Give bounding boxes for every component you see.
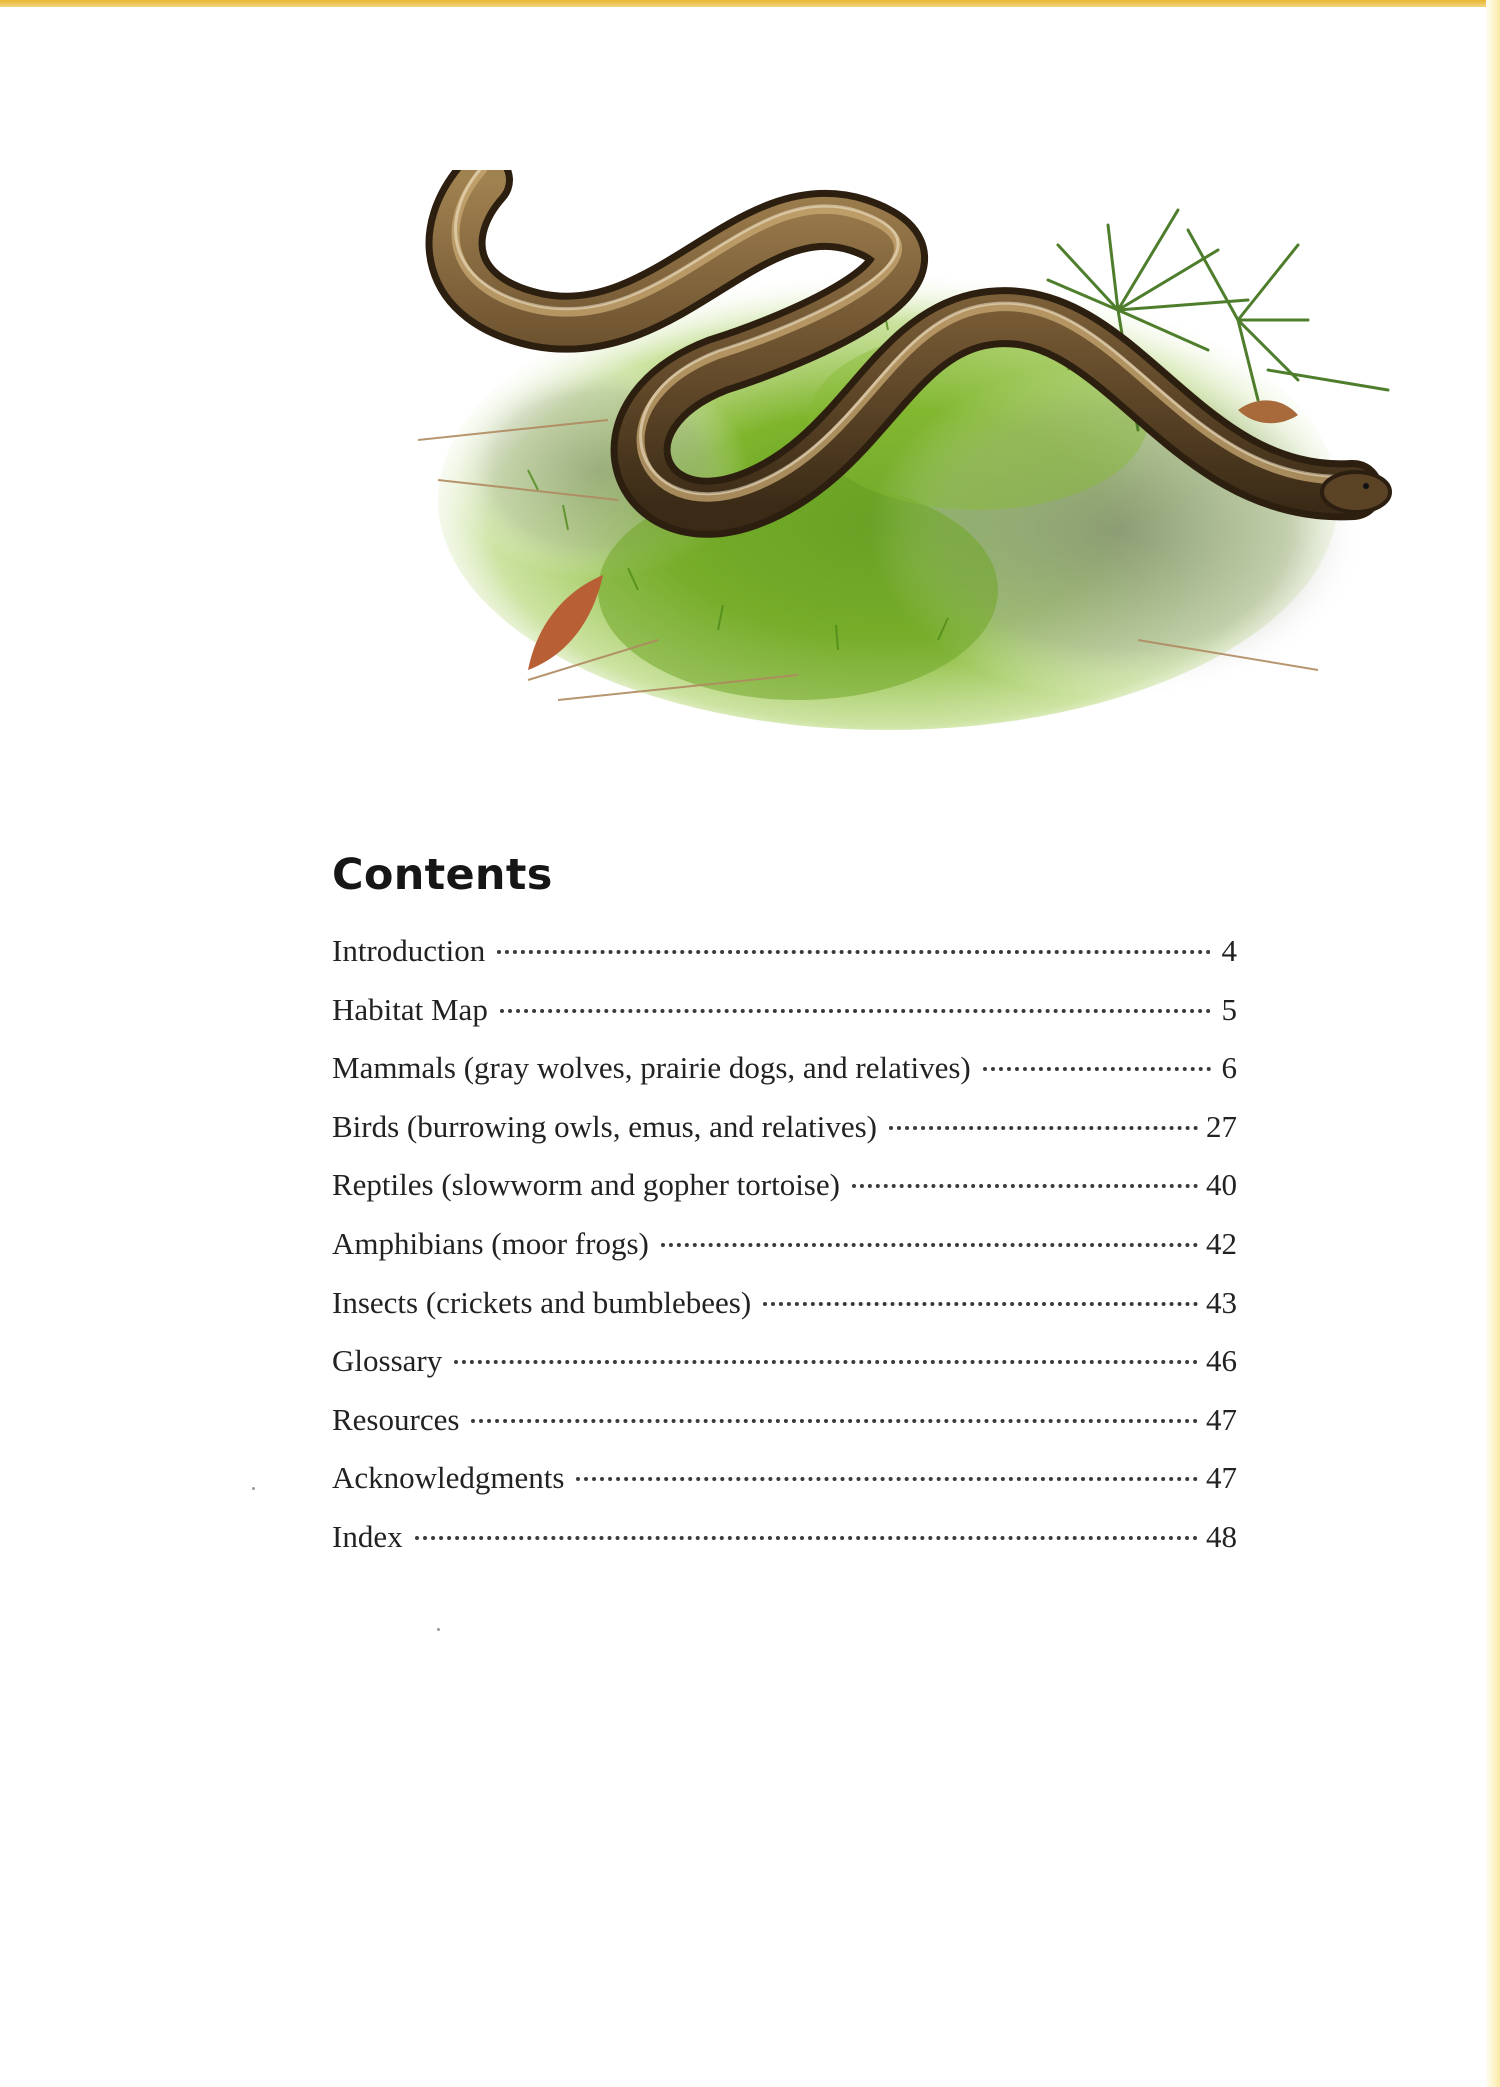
toc-list <box>332 922 1237 1567</box>
toc-entry-page: 47 <box>1206 1401 1237 1437</box>
dot-leader <box>497 950 1211 954</box>
contents-title: Contents <box>332 850 553 900</box>
toc-entry[interactable] <box>332 1391 1237 1450</box>
toc-entry-page: 6 <box>1221 1050 1237 1086</box>
table-of-contents <box>332 850 1237 1567</box>
print-speck <box>437 1628 440 1631</box>
dot-leader <box>415 1536 1198 1540</box>
toc-entry-label: Insects (crickets and bumblebees) <box>332 1284 752 1320</box>
dot-leader <box>983 1067 1211 1071</box>
toc-entry[interactable] <box>332 981 1237 1040</box>
print-speck <box>252 1487 255 1490</box>
toc-entry-page: 48 <box>1206 1518 1237 1554</box>
toc-entry-label: Resources <box>332 1401 460 1437</box>
toc-entry[interactable] <box>332 922 1237 981</box>
toc-entry-label: Index <box>332 1518 403 1554</box>
toc-entry-label: Acknowledgments <box>332 1460 565 1496</box>
dot-leader <box>500 1009 1211 1013</box>
dot-leader <box>852 1184 1198 1188</box>
toc-entry-page: 4 <box>1221 933 1237 968</box>
toc-entry-page: 47 <box>1206 1460 1237 1496</box>
toc-entry-label: Amphibians (moor frogs) <box>332 1225 649 1261</box>
toc-entry[interactable] <box>332 1098 1237 1157</box>
toc-entry-page: 40 <box>1206 1167 1237 1203</box>
toc-entry[interactable] <box>332 1039 1237 1098</box>
top-edge-accent <box>0 0 1500 7</box>
dot-leader <box>454 1360 1198 1364</box>
dot-leader <box>889 1126 1198 1130</box>
toc-entry-label: Habitat Map <box>332 991 488 1027</box>
toc-entry[interactable] <box>332 1508 1237 1567</box>
toc-entry-label: Birds (burrowing owls, emus, and relatives) <box>332 1108 877 1144</box>
toc-entry-page: 5 <box>1221 991 1237 1027</box>
right-edge-accent <box>1486 0 1500 2087</box>
toc-entry-label: Glossary <box>332 1343 443 1379</box>
toc-entry-page: 43 <box>1206 1284 1237 1320</box>
toc-entry-page: 27 <box>1206 1108 1237 1144</box>
toc-entry-label: Mammals (gray wolves, prairie dogs, and relatives) <box>332 1050 971 1086</box>
toc-entry-label: Introduction <box>332 933 486 968</box>
dot-leader <box>576 1477 1198 1481</box>
toc-entry[interactable] <box>332 1215 1237 1274</box>
toc-entry-label: Reptiles (slowworm and gopher tortoise) <box>332 1167 840 1203</box>
toc-entry[interactable] <box>332 1449 1237 1508</box>
dot-leader <box>661 1243 1198 1247</box>
toc-entry[interactable] <box>332 1156 1237 1215</box>
toc-entry[interactable] <box>332 1274 1237 1333</box>
dot-leader <box>763 1302 1198 1306</box>
toc-entry[interactable] <box>332 1332 1237 1391</box>
slowworm-illustration <box>418 170 1408 750</box>
toc-entry-page: 42 <box>1206 1225 1237 1261</box>
toc-entry-page: 46 <box>1206 1343 1237 1379</box>
dot-leader <box>471 1419 1198 1423</box>
